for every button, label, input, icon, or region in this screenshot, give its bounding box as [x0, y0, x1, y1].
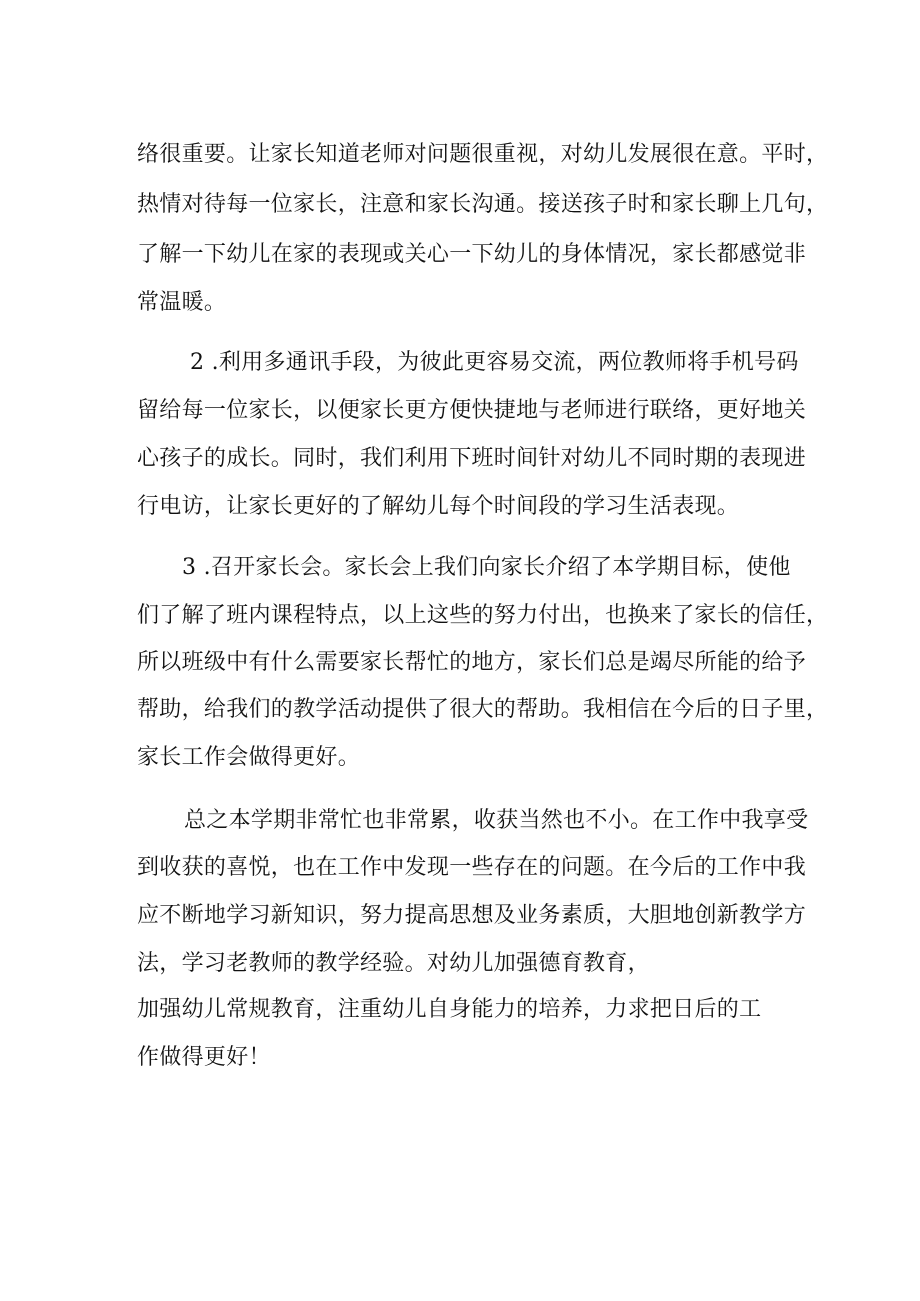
paragraph-line: 作做得更好！: [137, 1045, 271, 1070]
paragraph-line: 家长工作会做得更好。: [137, 745, 361, 770]
paragraph-line: 行电访，让家长更好的了解幼儿每个时间段的学习生活表现。: [137, 494, 740, 519]
paragraph-line: 2 .利用多通讯手段，为彼此更容易交流，两位教师将手机号码: [190, 350, 799, 375]
paragraph-line: 3 .召开家长会。家长会上我们向家长介绍了本学期目标，使他: [182, 555, 791, 580]
paragraph-line: 了解一下幼儿在家的表现或关心一下幼儿的身体情况，家长都感觉非: [137, 242, 807, 267]
paragraph-line: 总之本学期非常忙也非常累，收获当然也不小。在工作中我享受: [184, 808, 809, 833]
paragraph-line: 到收获的喜悦，也在工作中发现一些存在的问题。在今后的工作中我: [137, 855, 807, 880]
paragraph-line: 法，学习老教师的教学经验。对幼儿加强德育教育，: [137, 951, 650, 976]
paragraph-line: 帮助，给我们的教学活动提供了很大的帮助。我相信在今后的日子里，: [137, 697, 829, 722]
paragraph-line: 热情对待每一位家长，注意和家长沟通。接送孩子时和家长聊上几句，: [137, 192, 829, 217]
paragraph-line: 络很重要。让家长知道老师对问题很重视，对幼儿发展很在意。平时，: [137, 142, 829, 167]
paragraph-line: 心孩子的成长。同时，我们利用下班时间针对幼儿不同时期的表现进: [137, 446, 807, 471]
paragraph-line: 所以班级中有什么需要家长帮忙的地方，家长们总是竭尽所能的给予: [137, 650, 807, 675]
paragraph-line: 加强幼儿常规教育，注重幼儿自身能力的培养，力求把日后的工: [137, 997, 762, 1022]
paragraph-line: 常温暖。: [137, 290, 227, 315]
paragraph-line: 们了解了班内课程特点，以上这些的努力付出，也换来了家长的信任，: [137, 603, 829, 628]
paragraph-line: 应不断地学习新知识，努力提高思想及业务素质，大胆地创新教学方: [137, 903, 807, 928]
paragraph-line: 留给每一位家长，以便家长更方便快捷地与老师进行联络，更好地关: [137, 398, 807, 423]
